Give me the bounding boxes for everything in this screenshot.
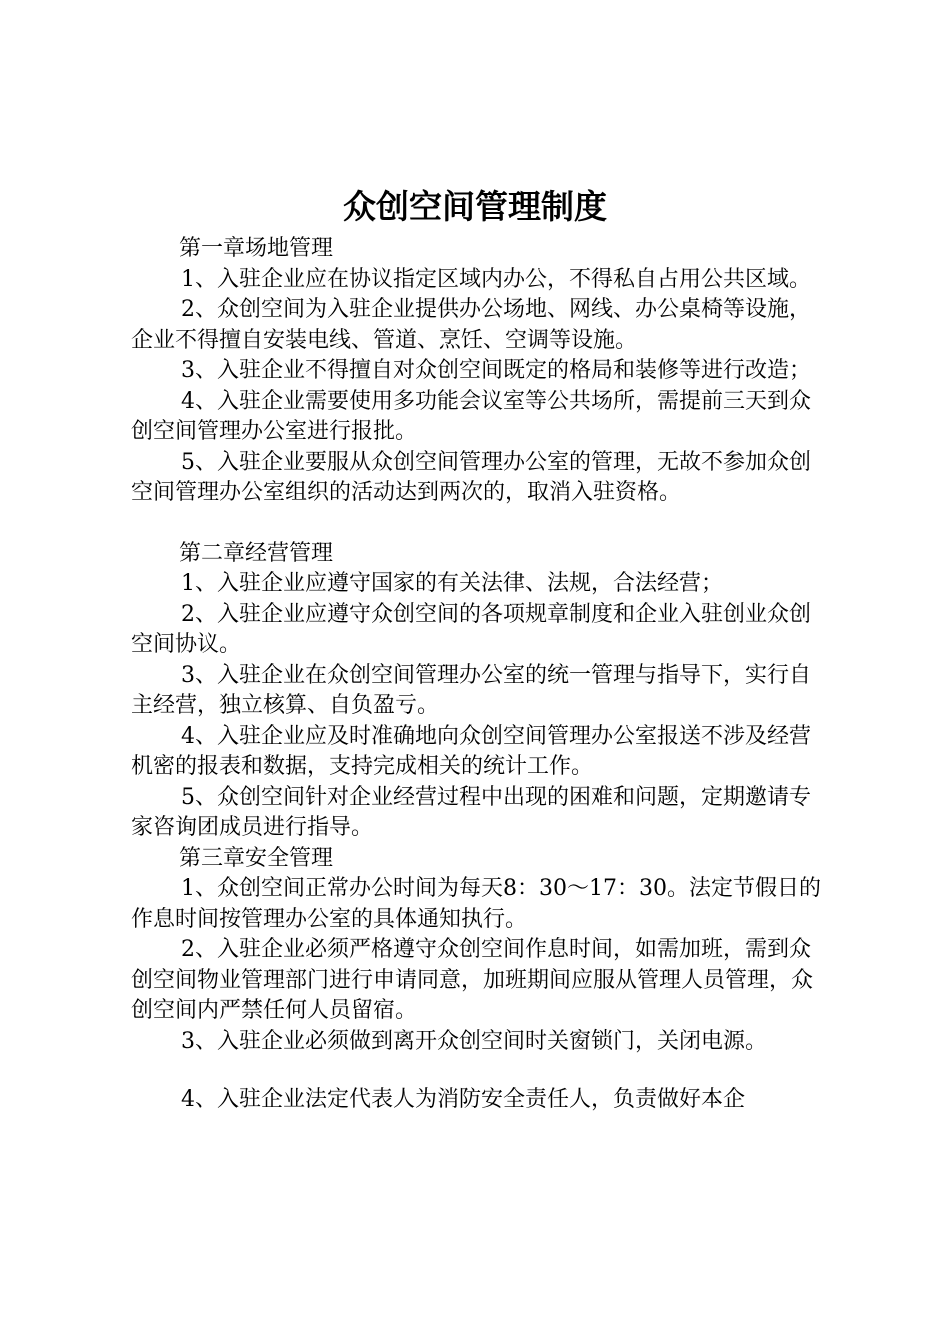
paragraph: 4、入驻企业需要使用多功能会议室等公共场所，需提前三天到众创空间管理办公室进行报批。 [131, 388, 811, 444]
document-body [131, 234, 831, 1116]
chapter-heading: 第二章经营管理 [179, 540, 334, 566]
chapter-heading: 第一章场地管理 [179, 236, 334, 261]
paragraph: 2、入驻企业应遵守众创空间的各项规章制度和企业入驻创业众创空间协议。 [131, 601, 811, 657]
document-title: 众创空间管理制度 [343, 187, 607, 226]
paragraph: 3、入驻企业在众创空间管理办公室的统一管理与指导下，实行自主经营，独立核算、自负盈亏。 [131, 662, 811, 718]
paragraph: 3、入驻企业必须做到离开众创空间时关窗锁门，关闭电源。 [181, 1028, 767, 1054]
paragraph: 5、入驻企业要服从众创空间管理办公室的管理，无故不参加众创空间管理办公室组织的活动达到两次的，取消入驻资格。 [131, 449, 811, 505]
paragraph: 4、入驻企业应及时准确地向众创空间管理办公室报送不涉及经营机密的报表和数据，支持完成相关的统计工作。 [131, 723, 811, 779]
paragraph: 4、入驻企业法定代表人为消防安全责任人，负责做好本企 [181, 1087, 745, 1112]
paragraph: 1、入驻企业应遵守国家的有关法律、法规，合法经营； [181, 571, 723, 596]
paragraph: 5、众创空间针对企业经营过程中出现的困难和问题，定期邀请专家咨询团成员进行指导。 [131, 784, 811, 840]
chapter-heading: 第三章安全管理 [179, 845, 334, 871]
paragraph: 1、入驻企业应在协议指定区域内办公，不得私自占用公共区域。 [181, 266, 811, 292]
paragraph: 3、入驻企业不得擅自对众创空间既定的格局和装修等进行改造； [181, 358, 811, 383]
blank-line [131, 1057, 831, 1085]
blank-line [131, 509, 831, 539]
paragraph: 2、众创空间为入驻企业提供办公场地、网线、办公桌椅等设施，企业不得擅自安装电线、管道、烹饪、空调等设施。 [131, 297, 811, 353]
paragraph: 1、众创空间正常办公时间为每天8：30～17：30。法定节假日的作息时间按管理办公室的具体通知执行。 [131, 876, 821, 932]
paragraph: 2、入驻企业必须严格遵守众创空间作息时间，如需加班，需到众创空间物业管理部门进行申请同意，加班期间应服从管理人员管理，众创空间内严禁任何人员留宿。 [131, 937, 814, 1023]
